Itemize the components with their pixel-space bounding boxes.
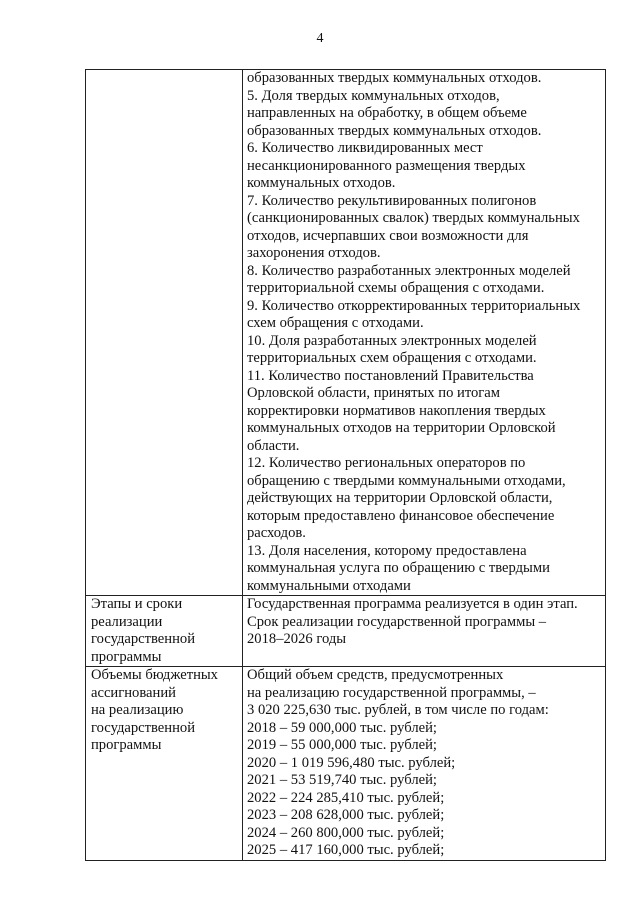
text-line: 3 020 225,630 тыс. рублей, в том числе по годам: [247,702,549,718]
text-line: 12. Количество региональных операторов по [247,455,526,471]
text-line: схем обращения с отходами. [247,315,424,331]
label-line: Этапы и сроки [91,596,183,612]
text-line: 8. Количество разработанных электронных моделей [247,262,571,279]
label-line: программы [91,737,162,753]
text-line: области. [247,437,300,454]
text-line: (санкционированных свалок) твердых коммунальных [247,210,580,226]
table-row-budget [86,667,606,861]
text-line: территориальной схемы обращения с отходами. [247,280,545,296]
program-passport-table [85,69,606,861]
label-line: государственной [91,631,196,647]
text-line: 2018–2026 годы [247,631,347,647]
label-line: на реализацию [91,702,184,718]
label-line: ассигнований [91,684,176,701]
text-line: которым предоставлено финансовое обеспечение [247,507,555,524]
text-line: Общий объем средств, предусмотренных [247,667,504,683]
text-line: 5. Доля твердых коммунальных отходов, [247,87,500,104]
text-line: Государственная программа реализуется в один этап. [247,596,578,612]
text-line: несанкционированного размещения твердых [247,157,526,174]
stages-label-cell [86,596,243,667]
text-line: 9. Количество откорректированных территориальных [247,297,581,314]
label-line: государственной [91,719,196,736]
text-line: направленных на обработку, в общем объеме [247,105,527,121]
text-line: на реализацию государственной программы, – [247,684,536,701]
text-line: Орловской области, принятых по итогам [247,385,501,401]
text-line: 7. Количество рекультивированных полигонов [247,192,537,209]
text-line: образованных твердых коммунальных отходов. [247,122,542,139]
text-line: коммунальных отходов на территории Орловской [247,420,556,436]
text-line: 2020 – 1 019 596,480 тыс. рублей; [247,754,456,771]
text-line: действующих на территории Орловской области, [247,490,553,506]
label-line: реализации [91,613,163,630]
text-line: Срок реализации государственной программы – [247,613,547,630]
text-line: расходов. [247,525,306,541]
stages-value-cell [243,596,606,667]
text-line: 2024 – 260 800,000 тыс. рублей; [247,824,445,841]
text-line: захоронения отходов. [247,245,381,261]
text-line: 2022 – 224 285,410 тыс. рублей; [247,789,445,806]
text-line: 10. Доля разработанных электронных моделей [247,332,537,349]
label-line: программы [91,648,162,665]
label-cell-empty [86,70,243,596]
text-line: 6. Количество ликвидированных мест [247,140,483,156]
text-line: 2018 – 59 000,000 тыс. рублей; [247,719,437,736]
table-row-indicators [86,70,606,596]
page-number: 4 [316,31,324,46]
text-line: обращению с твердыми коммунальными отходами, [247,472,566,489]
indicators-cell [243,70,606,596]
text-line: 2023 – 208 628,000 тыс. рублей; [247,807,445,823]
table-row-stages [86,596,606,667]
text-line: коммунальных отходов. [247,175,396,191]
text-line: 13. Доля населения, которому предоставлена [247,542,527,559]
budget-value-cell [243,667,606,861]
text-line: корректировки нормативов накопления твердых [247,402,546,419]
text-line: 11. Количество постановлений Правительства [247,367,534,384]
text-line: 2019 – 55 000,000 тыс. рублей; [247,737,437,753]
text-line: коммунальными отходами [247,577,411,594]
text-line: отходов, исчерпавших свои возможности для [247,227,529,244]
text-line: образованных твердых коммунальных отходов. [247,70,542,86]
text-line: 2025 – 417 160,000 тыс. рублей; [247,842,445,858]
text-line: коммунальная услуга по обращению с твердыми [247,560,550,576]
budget-label-cell [86,667,243,861]
text-line: территориальных схем обращения с отходами. [247,350,537,366]
label-line: Объемы бюджетных [91,667,218,683]
text-line: 2021 – 53 519,740 тыс. рублей; [247,772,437,788]
